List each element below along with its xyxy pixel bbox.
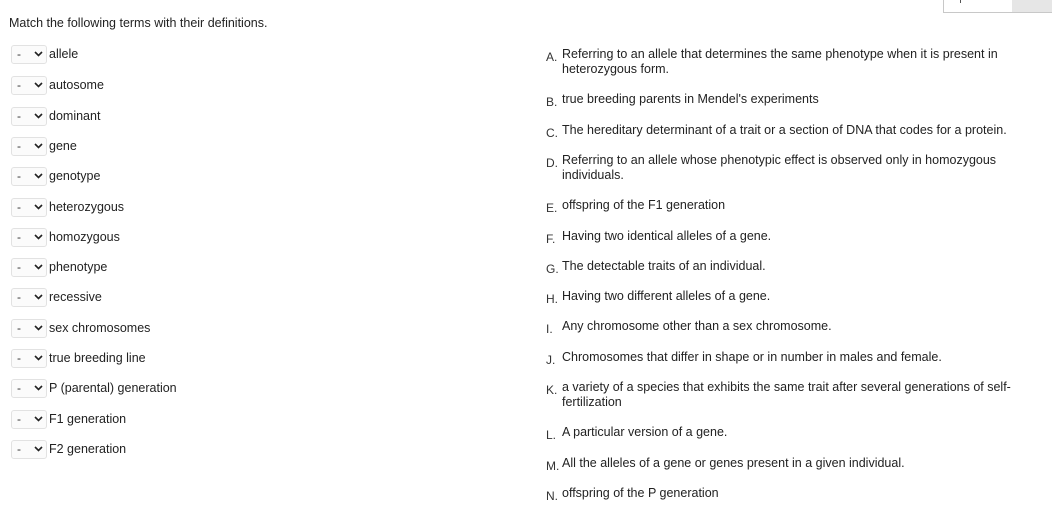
definition-n — [546, 486, 1046, 503]
select-value: - — [17, 230, 21, 244]
chevron-down-icon — [34, 385, 43, 391]
definition-c — [546, 123, 1046, 140]
term-row-phenotype — [11, 257, 107, 277]
select-value: - — [17, 47, 21, 61]
answer-select[interactable] — [11, 288, 47, 307]
term-label: recessive — [49, 290, 102, 304]
top-right-control[interactable] — [943, 0, 1052, 13]
term-row-heterozygous — [11, 197, 124, 217]
term-label: F2 generation — [49, 442, 127, 456]
select-value: - — [17, 139, 21, 153]
answer-select[interactable] — [11, 228, 47, 247]
definition-text: Referring to an allele that determines the same phenotype when it is present in heterozygous form. — [562, 47, 998, 76]
definition-letter: K. — [546, 383, 558, 397]
chevron-down-icon — [34, 143, 43, 149]
instructions-text: Match the following terms with their definitions. — [9, 16, 268, 30]
definition-i — [546, 319, 1046, 336]
definition-letter: F. — [546, 232, 556, 246]
select-value: - — [17, 442, 21, 456]
term-row-recessive — [11, 287, 102, 307]
term-label: sex chromosomes — [49, 321, 151, 335]
definition-m — [546, 456, 1046, 473]
definition-letter: C. — [546, 126, 558, 140]
definition-letter: E. — [546, 201, 558, 215]
answer-select[interactable] — [11, 107, 47, 126]
term-row-genotype — [11, 166, 100, 186]
definition-text: offspring of the P generation — [562, 486, 719, 500]
answer-select[interactable] — [11, 319, 47, 338]
definition-text: The detectable traits of an individual. — [562, 259, 766, 273]
term-label: allele — [49, 47, 79, 61]
definition-letter: H. — [546, 292, 558, 306]
answer-select[interactable] — [11, 258, 47, 277]
select-value: - — [17, 109, 21, 123]
definition-text: A particular version of a gene. — [562, 425, 728, 439]
definition-text: The hereditary determinant of a trait or a section of DNA that codes for a protein. — [562, 123, 1007, 137]
definition-a — [546, 47, 1046, 77]
term-row-dominant — [11, 106, 100, 126]
term-row-autosome — [11, 75, 104, 95]
select-value: - — [17, 200, 21, 214]
definition-text: offspring of the F1 generation — [562, 198, 726, 212]
answer-select[interactable] — [11, 76, 47, 95]
chevron-down-icon — [34, 234, 43, 240]
definition-text: Referring to an allele whose phenotypic effect is observed only in homozygous individuals. — [562, 153, 997, 182]
definition-letter: A. — [546, 50, 558, 64]
definition-l — [546, 425, 1046, 442]
definition-d — [546, 153, 1046, 183]
select-value: - — [17, 260, 21, 274]
answer-select[interactable] — [11, 198, 47, 217]
definition-letter: M. — [546, 459, 560, 473]
select-value: - — [17, 290, 21, 304]
term-label: dominant — [49, 109, 101, 123]
answer-select[interactable] — [11, 349, 47, 368]
select-value: - — [17, 412, 21, 426]
control-tick — [960, 0, 961, 3]
definition-k — [546, 380, 1046, 410]
chevron-down-icon — [34, 264, 43, 270]
control-button[interactable] — [1012, 0, 1052, 12]
chevron-down-icon — [34, 173, 43, 179]
definition-letter: B. — [546, 95, 558, 109]
chevron-down-icon — [34, 294, 43, 300]
definition-text: Having two different alleles of a gene. — [562, 289, 771, 303]
answer-select[interactable] — [11, 167, 47, 186]
definition-text: Having two identical alleles of a gene. — [562, 229, 772, 243]
chevron-down-icon — [34, 446, 43, 452]
definition-letter: D. — [546, 156, 558, 170]
definition-letter: J. — [546, 353, 556, 367]
definition-g — [546, 259, 1046, 276]
answer-select[interactable] — [11, 440, 47, 459]
definition-text: a variety of a species that exhibits the same trait after several generations of self-fertilization — [562, 380, 1011, 409]
definition-b — [546, 92, 1046, 109]
answer-select[interactable] — [11, 410, 47, 429]
definition-f — [546, 229, 1046, 246]
term-label: true breeding line — [49, 351, 146, 365]
definition-letter: G. — [546, 262, 559, 276]
select-value: - — [17, 351, 21, 365]
definition-letter: L. — [546, 428, 557, 442]
definition-text: Any chromosome other than a sex chromosome. — [562, 319, 832, 333]
term-row-p-generation — [11, 378, 177, 398]
term-row-gene — [11, 136, 77, 156]
chevron-down-icon — [34, 416, 43, 422]
term-label: heterozygous — [49, 200, 125, 214]
select-value: - — [17, 381, 21, 395]
chevron-down-icon — [34, 51, 43, 57]
term-row-f1-generation — [11, 409, 126, 429]
select-value: - — [17, 321, 21, 335]
definition-letter: I. — [546, 322, 553, 336]
definition-text: Chromosomes that differ in shape or in number in males and female. — [562, 350, 942, 364]
select-value: - — [17, 78, 21, 92]
term-label: P (parental) generation — [49, 381, 177, 395]
definition-text: All the alleles of a gene or genes present in a given individual. — [562, 456, 905, 470]
definition-text: true breeding parents in Mendel's experiments — [562, 92, 819, 106]
definition-j — [546, 350, 1046, 367]
chevron-down-icon — [34, 113, 43, 119]
term-label: phenotype — [49, 260, 108, 274]
term-row-true-breeding-line — [11, 348, 146, 368]
term-label: F1 generation — [49, 412, 127, 426]
definition-e — [546, 198, 1046, 215]
term-label: genotype — [49, 169, 101, 183]
answer-select[interactable] — [11, 379, 47, 398]
answer-select[interactable] — [11, 45, 47, 64]
definition-letter: N. — [546, 489, 558, 503]
answer-select[interactable] — [11, 137, 47, 156]
term-row-homozygous — [11, 227, 120, 247]
chevron-down-icon — [34, 325, 43, 331]
term-row-allele — [11, 44, 78, 64]
chevron-down-icon — [34, 82, 43, 88]
select-value: - — [17, 169, 21, 183]
chevron-down-icon — [34, 204, 43, 210]
term-row-sex-chromosomes — [11, 318, 150, 338]
term-row-f2-generation — [11, 439, 126, 459]
term-label: gene — [49, 139, 77, 153]
term-label: autosome — [49, 78, 104, 92]
term-label: homozygous — [49, 230, 120, 244]
definition-h — [546, 289, 1046, 306]
chevron-down-icon — [34, 355, 43, 361]
